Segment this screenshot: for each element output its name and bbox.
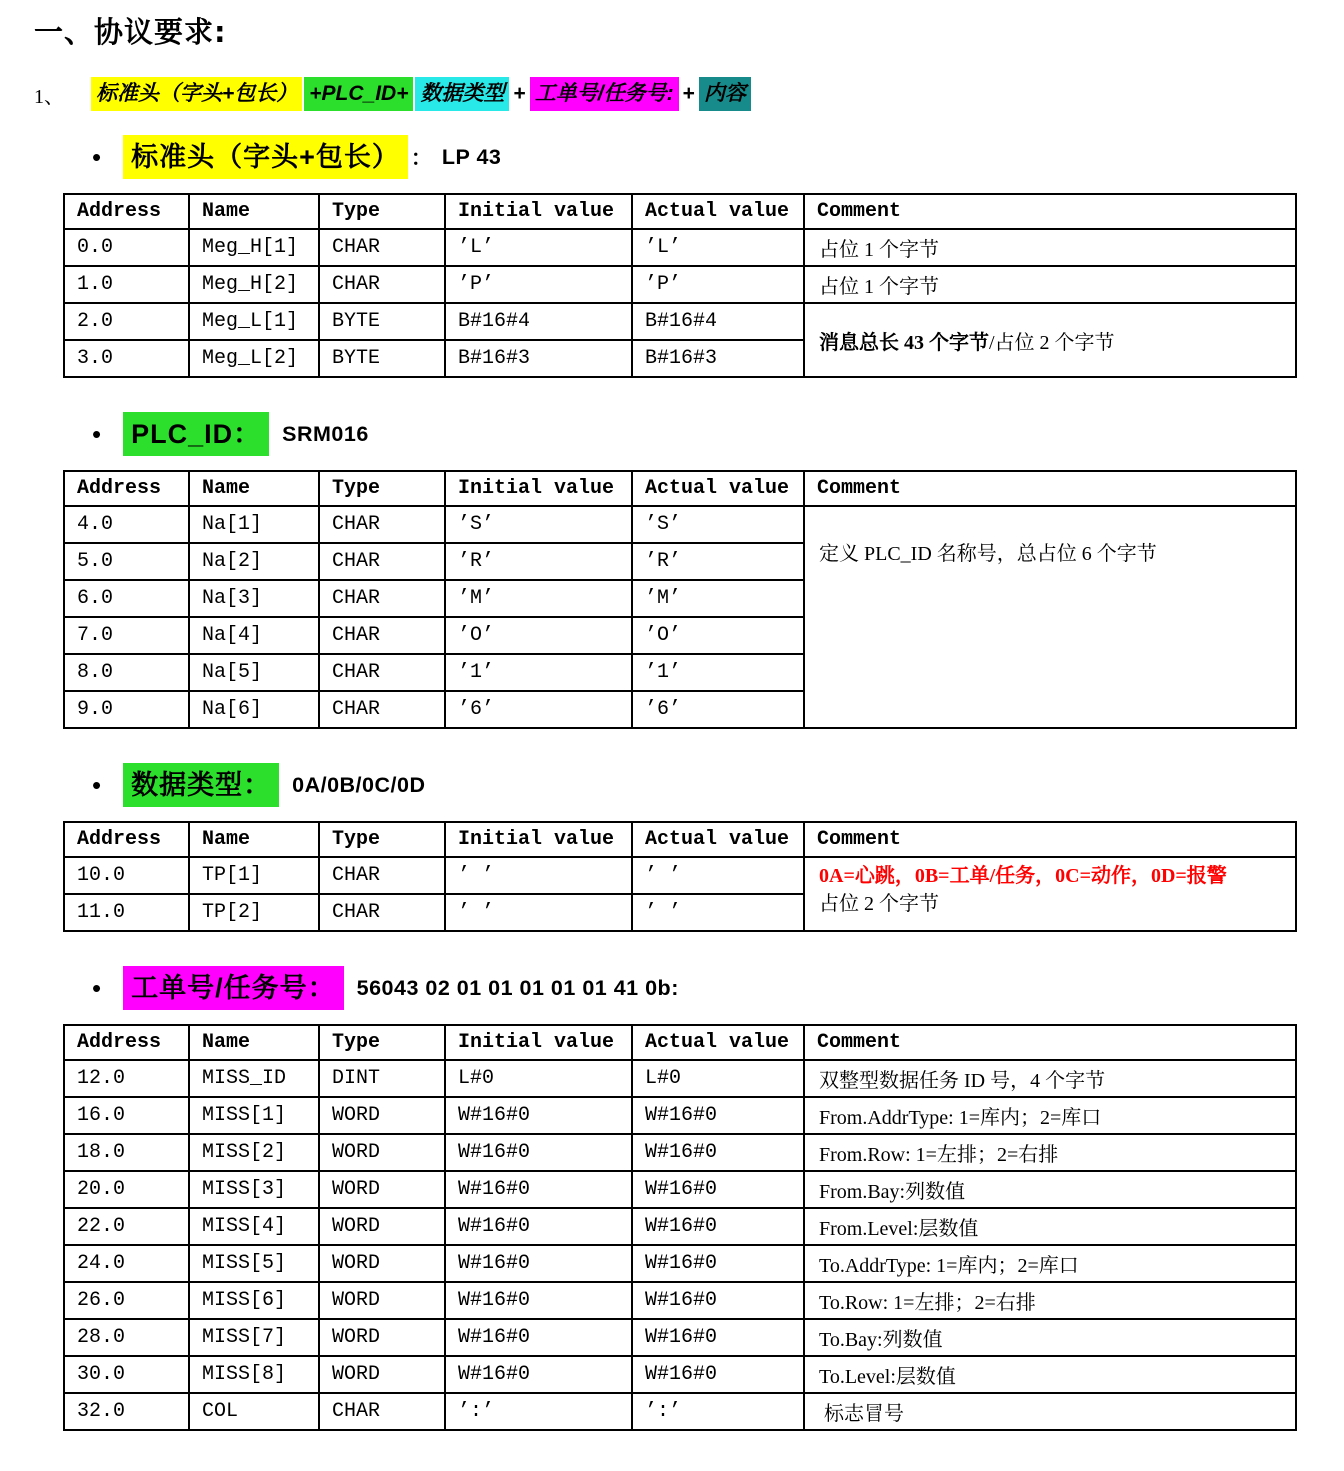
table-cell: CHAR bbox=[319, 654, 445, 691]
bullet-label-plc-id: PLC_ID： bbox=[123, 412, 269, 456]
table-cell: BYTE bbox=[319, 340, 445, 377]
comment-text: To.AddrType: 1=库内；2=库口 bbox=[819, 1255, 1079, 1277]
section-data-type bbox=[34, 763, 1296, 932]
table-row bbox=[64, 1245, 1296, 1282]
column-header-initial-value: Initial value bbox=[445, 194, 632, 229]
format-segment-plain: + bbox=[682, 82, 695, 105]
column-header-name: Name bbox=[189, 1025, 319, 1060]
comment-cell bbox=[804, 1060, 1296, 1097]
table-cell: ’S’ bbox=[445, 506, 632, 543]
bullet-icon: • bbox=[92, 142, 102, 172]
table-cell: W#16#0 bbox=[445, 1097, 632, 1134]
column-header-address: Address bbox=[64, 194, 189, 229]
table-cell: MISS[3] bbox=[189, 1171, 319, 1208]
column-header-initial-value: Initial value bbox=[445, 822, 632, 857]
table-row bbox=[64, 857, 1296, 894]
bullet-label-mission-id: 工单号/任务号： bbox=[123, 966, 344, 1010]
column-header-comment: Comment bbox=[804, 471, 1296, 506]
column-header-name: Name bbox=[189, 471, 319, 506]
table-cell: W#16#0 bbox=[445, 1171, 632, 1208]
table-cell: W#16#0 bbox=[632, 1134, 804, 1171]
format-segment-plain: + bbox=[513, 82, 526, 105]
table-cell: 11.0 bbox=[64, 894, 189, 931]
table-cell: 32.0 bbox=[64, 1393, 189, 1430]
table-cell: Meg_H[1] bbox=[189, 229, 319, 266]
table-cell: 4.0 bbox=[64, 506, 189, 543]
comment-text: /占位 2 个字节 bbox=[989, 331, 1115, 354]
comment-cell bbox=[804, 1134, 1296, 1171]
list-number: 1、 bbox=[34, 85, 64, 108]
table-cell: 18.0 bbox=[64, 1134, 189, 1171]
table-cell: ’:’ bbox=[632, 1393, 804, 1430]
bullet-label-std-header: 标准头（字头+包长） bbox=[123, 135, 408, 179]
column-header-actual-value: Actual value bbox=[632, 1025, 804, 1060]
table-cell: B#16#4 bbox=[632, 303, 804, 340]
table-cell: 16.0 bbox=[64, 1097, 189, 1134]
table-row bbox=[64, 1097, 1296, 1134]
table-cell: ’S’ bbox=[632, 506, 804, 543]
table-cell: ’R’ bbox=[445, 543, 632, 580]
table-cell: WORD bbox=[319, 1282, 445, 1319]
column-header-type: Type bbox=[319, 1025, 445, 1060]
section-plc-id bbox=[34, 412, 1296, 729]
column-header-address: Address bbox=[64, 1025, 189, 1060]
column-header-comment: Comment bbox=[804, 1025, 1296, 1060]
table-header-row bbox=[64, 1025, 1296, 1060]
table-cell: CHAR bbox=[319, 617, 445, 654]
table-cell: ’O’ bbox=[632, 617, 804, 654]
table-cell: B#16#4 bbox=[445, 303, 632, 340]
comment-cell bbox=[804, 303, 1296, 377]
table-cell: WORD bbox=[319, 1097, 445, 1134]
comment-text: 占位 1 个字节 bbox=[819, 276, 939, 298]
comment-cell bbox=[804, 1356, 1296, 1393]
comment-text: 占位 1 个字节 bbox=[819, 239, 939, 261]
table-row bbox=[64, 1134, 1296, 1171]
table-cell: W#16#0 bbox=[632, 1171, 804, 1208]
protocol-format-line bbox=[34, 77, 1296, 111]
comment-text: 双整型数据任务 ID 号，4 个字节 bbox=[819, 1070, 1106, 1092]
table-cell: MISS_ID bbox=[189, 1060, 319, 1097]
comment-cell bbox=[804, 1282, 1296, 1319]
table-row bbox=[64, 229, 1296, 266]
comment-cell bbox=[804, 1245, 1296, 1282]
table-cell: Na[2] bbox=[189, 543, 319, 580]
table-cell: BYTE bbox=[319, 303, 445, 340]
table-cell: 30.0 bbox=[64, 1356, 189, 1393]
table-cell: ’6’ bbox=[445, 691, 632, 728]
bullet-icon: • bbox=[92, 419, 102, 449]
table-cell: ’O’ bbox=[445, 617, 632, 654]
table-cell: W#16#0 bbox=[632, 1245, 804, 1282]
column-header-type: Type bbox=[319, 471, 445, 506]
table-cell: W#16#0 bbox=[445, 1319, 632, 1356]
table-cell: CHAR bbox=[319, 857, 445, 894]
comment-text: From.Row: 1=左排；2=右排 bbox=[819, 1144, 1059, 1166]
table-cell: W#16#0 bbox=[445, 1356, 632, 1393]
table-cell: B#16#3 bbox=[632, 340, 804, 377]
table-cell: ’L’ bbox=[632, 229, 804, 266]
comment-cell bbox=[804, 266, 1296, 303]
table-cell: ’L’ bbox=[445, 229, 632, 266]
column-header-name: Name bbox=[189, 194, 319, 229]
table-cell: WORD bbox=[319, 1245, 445, 1282]
bullet-separator: ： bbox=[410, 147, 432, 170]
table-cell: CHAR bbox=[319, 691, 445, 728]
table-cell: Na[4] bbox=[189, 617, 319, 654]
table-cell: 9.0 bbox=[64, 691, 189, 728]
table-cell: ’P’ bbox=[445, 266, 632, 303]
comment-cell bbox=[804, 229, 1296, 266]
table-cell: Na[1] bbox=[189, 506, 319, 543]
table-cell: 28.0 bbox=[64, 1319, 189, 1356]
table-cell: ’M’ bbox=[445, 580, 632, 617]
table-cell: Meg_L[1] bbox=[189, 303, 319, 340]
comment-cell bbox=[804, 1097, 1296, 1134]
table-cell: ’ ’ bbox=[632, 857, 804, 894]
format-segment-highlight: +PLC_ID+ bbox=[304, 77, 413, 111]
format-segment-highlight: 内容 bbox=[699, 77, 751, 111]
table-cell: CHAR bbox=[319, 229, 445, 266]
table-row bbox=[64, 1208, 1296, 1245]
section-mission-id bbox=[34, 966, 1296, 1431]
column-header-actual-value: Actual value bbox=[632, 194, 804, 229]
page-title: 一、协议要求: bbox=[34, 15, 227, 49]
table-cell: WORD bbox=[319, 1319, 445, 1356]
column-header-address: Address bbox=[64, 822, 189, 857]
format-segment-highlight: 标准头（字头+包长） bbox=[91, 77, 302, 111]
column-header-name: Name bbox=[189, 822, 319, 857]
table-cell: MISS[6] bbox=[189, 1282, 319, 1319]
table-cell: Meg_L[2] bbox=[189, 340, 319, 377]
table-cell: 7.0 bbox=[64, 617, 189, 654]
column-header-initial-value: Initial value bbox=[445, 1025, 632, 1060]
bullet-label-data-type: 数据类型： bbox=[123, 763, 279, 807]
table-cell: ’:’ bbox=[445, 1393, 632, 1430]
table-cell: Meg_H[2] bbox=[189, 266, 319, 303]
comment-text: From.Level:层数值 bbox=[819, 1218, 979, 1240]
table-row bbox=[64, 1319, 1296, 1356]
table-cell: ’R’ bbox=[632, 543, 804, 580]
table-row bbox=[64, 1282, 1296, 1319]
comment-text: 定义 PLC_ID 名称号，总占位 6 个字节 bbox=[819, 543, 1157, 565]
table-cell: 20.0 bbox=[64, 1171, 189, 1208]
comment-text: From.AddrType: 1=库内；2=库口 bbox=[819, 1107, 1102, 1129]
table-cell: WORD bbox=[319, 1134, 445, 1171]
column-header-comment: Comment bbox=[804, 194, 1296, 229]
comment-cell bbox=[804, 1319, 1296, 1356]
bullet-value-std-header: LP 43 bbox=[441, 144, 502, 169]
column-header-type: Type bbox=[319, 194, 445, 229]
table-cell: ’P’ bbox=[632, 266, 804, 303]
table-row bbox=[64, 1356, 1296, 1393]
data-type-table bbox=[63, 821, 1297, 932]
bullet-heading-std-header bbox=[34, 135, 1296, 179]
comment-cell bbox=[804, 857, 1296, 931]
comment-text: From.Bay:列数值 bbox=[819, 1181, 966, 1203]
bullet-heading-plc-id bbox=[34, 412, 1296, 456]
table-cell: W#16#0 bbox=[445, 1245, 632, 1282]
table-header-row bbox=[64, 194, 1296, 229]
table-cell: W#16#0 bbox=[632, 1208, 804, 1245]
column-header-actual-value: Actual value bbox=[632, 471, 804, 506]
table-cell: TP[2] bbox=[189, 894, 319, 931]
table-cell: 22.0 bbox=[64, 1208, 189, 1245]
column-header-comment: Comment bbox=[804, 822, 1296, 857]
table-cell: W#16#0 bbox=[632, 1319, 804, 1356]
table-row bbox=[64, 266, 1296, 303]
column-header-actual-value: Actual value bbox=[632, 822, 804, 857]
table-cell: W#16#0 bbox=[632, 1356, 804, 1393]
table-row bbox=[64, 506, 1296, 543]
table-cell: CHAR bbox=[319, 1393, 445, 1430]
table-cell: WORD bbox=[319, 1208, 445, 1245]
table-cell: 6.0 bbox=[64, 580, 189, 617]
table-cell: 8.0 bbox=[64, 654, 189, 691]
table-cell: W#16#0 bbox=[632, 1097, 804, 1134]
table-cell: MISS[4] bbox=[189, 1208, 319, 1245]
table-cell: MISS[5] bbox=[189, 1245, 319, 1282]
table-cell: 1.0 bbox=[64, 266, 189, 303]
table-cell: 0.0 bbox=[64, 229, 189, 266]
table-cell: MISS[1] bbox=[189, 1097, 319, 1134]
table-cell: ’1’ bbox=[445, 654, 632, 691]
section-std-header bbox=[34, 135, 1296, 378]
table-cell: B#16#3 bbox=[445, 340, 632, 377]
table-cell: CHAR bbox=[319, 266, 445, 303]
bullet-icon: • bbox=[92, 973, 102, 1003]
comment-text: To.Row: 1=左排；2=右排 bbox=[819, 1292, 1036, 1314]
bullet-heading-data-type bbox=[34, 763, 1296, 807]
table-cell: CHAR bbox=[319, 580, 445, 617]
table-cell: ’1’ bbox=[632, 654, 804, 691]
table-cell: COL bbox=[189, 1393, 319, 1430]
column-header-address: Address bbox=[64, 471, 189, 506]
table-cell: ’ ’ bbox=[445, 894, 632, 931]
table-cell: W#16#0 bbox=[445, 1282, 632, 1319]
bullet-value-data-type: 0A/0B/0C/0D bbox=[292, 772, 426, 797]
table-cell: L#0 bbox=[445, 1060, 632, 1097]
table-cell: ’ ’ bbox=[445, 857, 632, 894]
table-header-row bbox=[64, 822, 1296, 857]
table-cell: 12.0 bbox=[64, 1060, 189, 1097]
comment-text: 0A=心跳，0B=工单/任务，0C=动作，0D=报警 bbox=[819, 865, 1227, 887]
table-row bbox=[64, 303, 1296, 340]
comment-cell bbox=[804, 1208, 1296, 1245]
table-cell: Na[5] bbox=[189, 654, 319, 691]
comment-text: To.Bay:列数值 bbox=[819, 1329, 943, 1351]
format-segment-highlight: 工单号/任务号: bbox=[530, 77, 679, 111]
table-header-row bbox=[64, 471, 1296, 506]
table-cell: WORD bbox=[319, 1356, 445, 1393]
format-segments bbox=[90, 77, 752, 111]
table-cell: W#16#0 bbox=[445, 1208, 632, 1245]
plc-id-table bbox=[63, 470, 1297, 729]
bullet-heading-mission-id bbox=[34, 966, 1296, 1010]
table-cell: CHAR bbox=[319, 894, 445, 931]
comment-cell bbox=[804, 506, 1296, 728]
bullet-icon: • bbox=[92, 770, 102, 800]
table-cell: 10.0 bbox=[64, 857, 189, 894]
table-cell: ’6’ bbox=[632, 691, 804, 728]
comment-text: 标志冒号 bbox=[819, 1403, 904, 1425]
table-cell: CHAR bbox=[319, 543, 445, 580]
column-header-type: Type bbox=[319, 822, 445, 857]
table-cell: W#16#0 bbox=[445, 1134, 632, 1171]
comment-text: 消息总长 43 个字节 bbox=[819, 331, 989, 354]
table-cell: CHAR bbox=[319, 506, 445, 543]
table-cell: 3.0 bbox=[64, 340, 189, 377]
table-cell: WORD bbox=[319, 1171, 445, 1208]
comment-cell bbox=[804, 1171, 1296, 1208]
format-segment-highlight: 数据类型 bbox=[415, 77, 509, 111]
table-row bbox=[64, 1171, 1296, 1208]
table-cell: 5.0 bbox=[64, 543, 189, 580]
mission-table bbox=[63, 1024, 1297, 1431]
comment-cell bbox=[804, 1393, 1296, 1430]
table-cell: MISS[2] bbox=[189, 1134, 319, 1171]
table-cell: DINT bbox=[319, 1060, 445, 1097]
column-header-initial-value: Initial value bbox=[445, 471, 632, 506]
table-cell: ’ ’ bbox=[632, 894, 804, 931]
table-cell: 26.0 bbox=[64, 1282, 189, 1319]
comment-text: 占位 2 个字节 bbox=[819, 893, 939, 915]
table-cell: 24.0 bbox=[64, 1245, 189, 1282]
table-cell: Na[6] bbox=[189, 691, 319, 728]
table-cell: 2.0 bbox=[64, 303, 189, 340]
comment-text: To.Level:层数值 bbox=[819, 1366, 956, 1388]
table-row bbox=[64, 1060, 1296, 1097]
bullet-value-mission-id: 56043 02 01 01 01 01 01 41 0b: bbox=[356, 975, 679, 1000]
table-cell: W#16#0 bbox=[632, 1282, 804, 1319]
table-cell: ’M’ bbox=[632, 580, 804, 617]
table-row bbox=[64, 1393, 1296, 1430]
bullet-value-plc-id: SRM016 bbox=[282, 421, 369, 446]
table-cell: TP[1] bbox=[189, 857, 319, 894]
table-cell: MISS[8] bbox=[189, 1356, 319, 1393]
table-cell: L#0 bbox=[632, 1060, 804, 1097]
table-cell: Na[3] bbox=[189, 580, 319, 617]
table-cell: MISS[7] bbox=[189, 1319, 319, 1356]
std-header-table bbox=[63, 193, 1297, 378]
